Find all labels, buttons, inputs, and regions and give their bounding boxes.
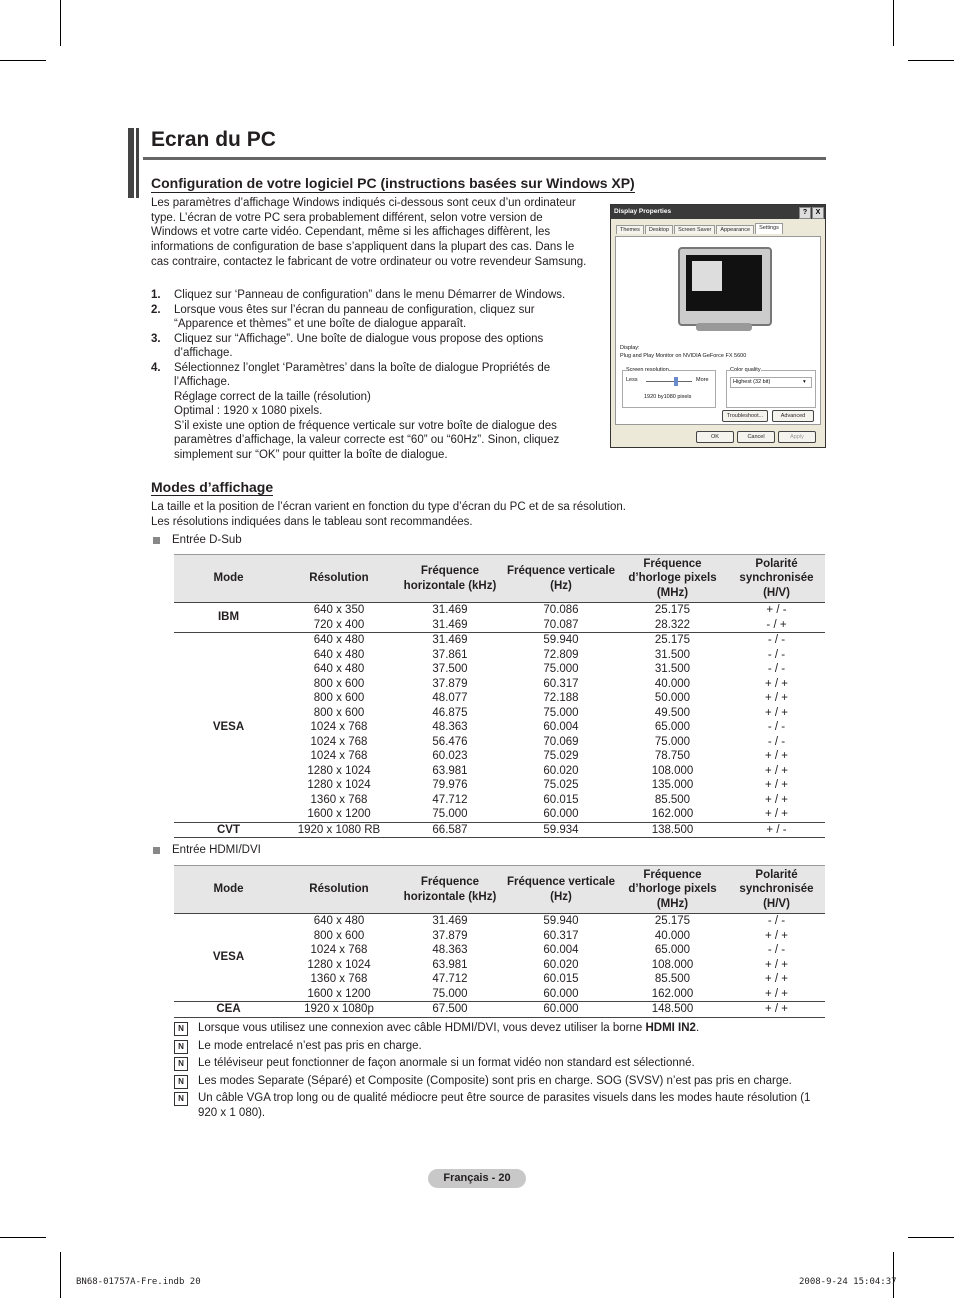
cell-value: 135.000 <box>651 779 694 791</box>
help-icon[interactable]: ? <box>799 207 811 219</box>
dialog-titlebar <box>611 205 825 219</box>
cell-value: 1600 x 1200 <box>307 987 371 1000</box>
step-item <box>151 332 581 361</box>
cell-value: 60.023 <box>432 750 468 762</box>
step-number: 3. <box>151 332 161 345</box>
cell-value: 47.712 <box>432 793 468 806</box>
square-bullet-icon <box>153 847 160 854</box>
column-header: Fréquence d’horloge pixels (MHz) <box>617 866 728 914</box>
cell-value: 40.000 <box>654 929 691 942</box>
table-cell <box>395 914 505 1002</box>
tab-desktop[interactable]: Desktop <box>645 225 673 234</box>
troubleshoot-button[interactable]: Troubleshoot... <box>722 410 768 422</box>
column-header: Polarité synchronisée (H/V) <box>728 866 825 914</box>
cell-value: 72.809 <box>543 648 579 661</box>
entry-label: Entrée D-Sub <box>172 534 242 546</box>
note-text: Le téléviseur peut fonctionner de façon anormale si un format vidéo non standard est sélectionné. <box>198 1057 695 1069</box>
settings-panel <box>615 236 821 425</box>
crop-mark <box>893 1252 894 1298</box>
crop-mark <box>0 1237 46 1238</box>
display-value: Plug and Play Monitor on NVIDIA GeForce FX 5600 <box>620 353 747 359</box>
cell-value: 640 x 480 <box>313 915 365 927</box>
step-number: 1. <box>151 289 161 301</box>
column-header: Polarité synchronisée (H/V) <box>728 555 825 603</box>
step-text: Lorsque vous êtes sur l’écran du panneau de configuration, cliquez sur “Apparence et thèmes” et une boîte de dialogue apparaît. <box>174 303 535 330</box>
cell-value: 31.469 <box>432 604 468 616</box>
cell-value: 75.000 <box>543 706 579 719</box>
cell-value: 79.976 <box>432 779 468 791</box>
entry-dsub <box>153 534 242 546</box>
cell-value: 75.000 <box>432 808 468 820</box>
cell-value: - / - <box>767 915 786 927</box>
tab-appearance[interactable]: Appearance <box>716 225 754 234</box>
note-item <box>174 1039 814 1054</box>
modes-desc-line: La taille et la position de l’écran varient en fonction du type d’écran du PC et de sa résolution. <box>151 501 626 513</box>
page-title: Ecran du PC <box>151 128 276 151</box>
crop-mark <box>0 60 46 61</box>
page-number: Français - 20 <box>428 1169 526 1188</box>
table-cell <box>283 1002 395 1018</box>
cell-value: 75.000 <box>543 663 579 675</box>
note-text-part: Lorsque vous utilisez une connexion avec câble HDMI/DVI, vous devez utiliser la borne <box>198 1022 646 1034</box>
cell-value: 1280 x 1024 <box>307 764 371 777</box>
cell-value: 59.940 <box>543 915 579 927</box>
intro-paragraph: Les paramètres d’affichage Windows indiqués ci-dessous sont ceux d’un ordinateur type. L’écran de votre PC sera probablement différent, selon votre version de Windows et votre carte vidéo. Cependant, même si les affichages diffèrent, les informations de configuration de base s’appliquent dans la plupart des cas. Dans le cas contraire, contactez le fabricant de votre ordinateur ou votre revendeur Samsung. <box>151 197 587 268</box>
cell-value: + / - <box>766 823 787 836</box>
cell-value: 1920 x 1080 RB <box>297 823 381 836</box>
color-quality-value: Highest (32 bit) <box>733 379 771 385</box>
title-rule <box>143 157 826 160</box>
cell-value: + / + <box>764 764 789 777</box>
cell-value: 63.981 <box>432 958 468 971</box>
cell-value: 60.004 <box>543 721 579 733</box>
table-cell <box>395 1002 505 1018</box>
cell-value: 48.077 <box>432 692 468 704</box>
table-cell <box>617 822 728 838</box>
note-icon: N <box>174 1022 188 1036</box>
note-icon: N <box>174 1057 188 1071</box>
print-slug-file: BN68-01757A-Fre.indb 20 <box>76 1277 201 1287</box>
step-extra: Optimal : 1920 x 1080 pixels. <box>174 405 323 417</box>
table-cell <box>395 633 505 823</box>
modes-desc-line: Les résolutions indiquées dans le tableau sont recommandées. <box>151 515 473 528</box>
cell-value: 108.000 <box>651 958 694 971</box>
column-header: Résolution <box>283 555 395 603</box>
cell-value: + / + <box>764 973 789 985</box>
table-cell <box>617 633 728 823</box>
apply-button[interactable]: Apply <box>778 431 816 443</box>
cell-value: 25.175 <box>654 915 691 927</box>
dialog-title: Display Properties <box>614 208 672 215</box>
table-cell <box>395 822 505 838</box>
table-cell <box>617 1002 728 1018</box>
table-cell <box>505 914 617 1002</box>
tab-themes[interactable]: Themes <box>616 225 644 234</box>
dialog-tabs <box>616 225 784 234</box>
resolution-slider-track[interactable] <box>646 381 692 382</box>
step-extra: Réglage correct de la taille (résolution) <box>174 390 371 403</box>
cell-value: + / + <box>764 958 789 971</box>
cell-value: + / + <box>764 793 789 806</box>
cell-value: 138.500 <box>651 823 694 836</box>
cell-value: 1280 x 1024 <box>307 958 371 971</box>
cell-value: 49.500 <box>654 706 691 719</box>
cell-value: 162.000 <box>651 987 694 1000</box>
more-label: More <box>696 377 709 383</box>
cell-value: 800 x 600 <box>313 929 365 942</box>
column-header: Fréquence d’horloge pixels (MHz) <box>617 555 728 603</box>
cell-value: 78.750 <box>654 750 691 762</box>
modes-description <box>151 500 811 529</box>
table-cell <box>728 1002 825 1018</box>
cell-value: 47.712 <box>432 973 468 985</box>
cell-value: + / + <box>764 692 789 704</box>
cell-value: 48.363 <box>432 721 468 733</box>
table-cell <box>283 603 395 633</box>
steps-list <box>151 288 581 462</box>
mode-cell: CEA <box>174 1002 283 1018</box>
notes-list <box>174 1021 814 1123</box>
cell-value: 31.500 <box>654 663 691 675</box>
cell-value: 85.500 <box>654 793 691 806</box>
resolution-value: 1920 by1080 pixels <box>644 394 692 400</box>
cell-value: 75.025 <box>543 779 579 791</box>
cancel-button[interactable]: Cancel <box>737 431 775 443</box>
modes-heading: Modes d’affichage <box>151 479 274 495</box>
close-icon[interactable]: X <box>812 207 824 219</box>
cell-value: 65.000 <box>654 944 691 956</box>
title-accent-bar <box>136 128 139 198</box>
table-cell <box>505 822 617 838</box>
column-header: Mode <box>174 866 283 914</box>
cell-value: 800 x 600 <box>313 706 365 719</box>
print-slug-date: 2008-9-24 15:04:37 <box>799 1277 897 1287</box>
cell-value: - / - <box>767 735 786 748</box>
cell-value: 60.000 <box>543 1003 579 1015</box>
table-header-row <box>174 866 825 914</box>
note-icon: N <box>174 1092 188 1106</box>
cell-value: 66.587 <box>432 823 468 836</box>
table-cell <box>283 822 395 838</box>
cell-value: 40.000 <box>654 677 691 690</box>
entry-label: Entrée HDMI/DVI <box>172 844 261 856</box>
cell-value: + / + <box>764 677 789 690</box>
advanced-button[interactable]: Advanced <box>772 410 814 422</box>
cell-value: 56.476 <box>432 735 468 748</box>
cell-value: 60.020 <box>543 958 579 971</box>
cell-value: 31.469 <box>432 915 468 927</box>
table-row <box>174 1002 825 1018</box>
cell-value: 59.940 <box>543 634 579 646</box>
table-row <box>174 633 825 823</box>
cell-value: - / - <box>767 634 786 646</box>
table-row <box>174 822 825 838</box>
cell-value: 37.861 <box>432 648 468 661</box>
cell-value: 1024 x 768 <box>310 944 368 956</box>
cell-value: 75.000 <box>654 735 691 748</box>
cell-value: 70.086 <box>543 604 579 616</box>
note-text <box>198 1021 699 1036</box>
cell-value: 59.934 <box>543 823 579 836</box>
column-header: Résolution <box>283 866 395 914</box>
cell-value: 25.175 <box>654 634 691 646</box>
cell-value: 1024 x 768 <box>310 750 368 762</box>
chevron-down-icon[interactable]: ▾ <box>803 379 806 385</box>
step-number: 4. <box>151 361 161 374</box>
step-item <box>151 288 581 303</box>
color-quality-label: Color quality <box>730 367 761 373</box>
cell-value: 60.317 <box>543 677 579 690</box>
screen-resolution-label: Screen resolution <box>626 367 669 373</box>
table-cell <box>617 914 728 1002</box>
cell-value: 28.322 <box>654 618 691 631</box>
cell-value: 162.000 <box>651 808 694 820</box>
cell-value: 60.000 <box>543 987 579 1000</box>
crop-mark <box>60 1252 61 1298</box>
cell-value: - / - <box>767 944 786 956</box>
cell-value: 800 x 600 <box>313 677 365 690</box>
cell-value: + / + <box>764 706 789 719</box>
table-cell <box>505 603 617 633</box>
cell-value: 800 x 600 <box>313 692 365 704</box>
step-item <box>151 361 581 463</box>
table-row <box>174 914 825 1002</box>
cell-value: 1360 x 768 <box>310 973 368 985</box>
note-item <box>174 1056 814 1071</box>
cell-value: 70.069 <box>543 735 579 748</box>
note-icon: N <box>174 1040 188 1054</box>
entry-hdmi <box>153 844 261 856</box>
column-header: Mode <box>174 555 283 603</box>
cell-value: 60.317 <box>543 929 579 942</box>
table-cell <box>395 603 505 633</box>
step-text <box>174 361 581 463</box>
table-cell <box>728 633 825 823</box>
column-header: Fréquence horizontale (kHz) <box>395 866 505 914</box>
crop-mark <box>908 60 954 61</box>
mode-cell: VESA <box>174 633 283 823</box>
cell-value: 1024 x 768 <box>310 721 368 733</box>
note-icon: N <box>174 1075 188 1089</box>
note-text: Un câble VGA trop long ou de qualité médiocre peut être source de parasites visuels dans les modes haute résolution (1 920 x 1 080). <box>198 1092 811 1119</box>
color-quality-group <box>726 370 816 408</box>
section-heading: Configuration de votre logiciel PC (instructions basées sur Windows XP) <box>151 175 635 191</box>
cell-value: 1920 x 1080p <box>304 1003 374 1015</box>
note-text-part: . <box>695 1022 700 1034</box>
table-cell <box>728 914 825 1002</box>
monitor-base <box>696 323 752 331</box>
table-header-row <box>174 555 825 603</box>
cell-value: 148.500 <box>651 1003 694 1015</box>
cell-value: 72.188 <box>543 692 579 704</box>
cell-value: 60.015 <box>543 793 579 806</box>
mode-cell: CVT <box>174 822 283 838</box>
mode-cell: IBM <box>174 603 283 633</box>
title-accent-bar <box>128 128 134 198</box>
note-text: Le mode entrelacé n’est pas pris en charge. <box>198 1039 422 1052</box>
step-text-main: Sélectionnez l’onglet ‘Paramètres’ dans la boîte de dialogue Propriétés de l’Affichage. <box>174 361 551 388</box>
cell-value: - / + <box>766 618 787 631</box>
cell-value: 60.000 <box>543 808 579 820</box>
cell-value: 1024 x 768 <box>310 735 368 748</box>
cell-value: 640 x 480 <box>313 663 365 675</box>
table-cell <box>505 633 617 823</box>
screen-resolution-group <box>622 370 716 408</box>
step-extra: S’il existe une option de fréquence verticale sur votre boîte de dialogue des paramètres d’affichage, la valeur correcte est “60” ou “60Hz”. Sinon, cliquez simplement sur “OK” pour quitter la boîte de dialogue. <box>174 419 560 461</box>
cell-value: 37.500 <box>432 663 468 675</box>
cell-value: 75.000 <box>432 987 468 1000</box>
cell-value: 640 x 350 <box>313 604 365 616</box>
cell-value: 31.469 <box>432 618 468 631</box>
cell-value: + / + <box>764 929 789 942</box>
cell-value: 48.363 <box>432 944 468 956</box>
note-text: Les modes Separate (Séparé) et Composite (Composite) sont pris en charge. SOG (SVSV) n’est pas pris en charge. <box>198 1074 792 1087</box>
column-header: Fréquence horizontale (kHz) <box>395 555 505 603</box>
cell-value: 60.020 <box>543 764 579 777</box>
cell-value: + / + <box>764 987 789 1000</box>
cell-value: 50.000 <box>654 692 691 704</box>
cell-value: 65.000 <box>654 721 691 733</box>
color-quality-select[interactable] <box>730 377 812 388</box>
cell-value: 60.004 <box>543 944 579 956</box>
cell-value: 25.175 <box>654 604 691 616</box>
note-item <box>174 1074 814 1089</box>
cell-value: - / - <box>767 721 786 733</box>
column-header: Fréquence verticale (Hz) <box>505 555 617 603</box>
monitor-icon <box>678 247 772 326</box>
note-item <box>174 1021 814 1036</box>
mode-cell: VESA <box>174 914 283 1002</box>
table-cell <box>283 914 395 1002</box>
table-cell <box>283 633 395 823</box>
cell-value: 31.500 <box>654 648 691 661</box>
cell-value: - / - <box>767 663 786 675</box>
table-cell <box>728 603 825 633</box>
cell-value: 85.500 <box>654 973 691 985</box>
cell-value: 1280 x 1024 <box>307 779 371 791</box>
monitor-window-icon <box>692 261 722 291</box>
cell-value: 37.879 <box>432 677 468 690</box>
cell-value: 63.981 <box>432 764 468 777</box>
resolution-slider-handle[interactable] <box>674 377 678 386</box>
cell-value: + / + <box>764 779 789 791</box>
less-label: Less <box>626 377 638 383</box>
cell-value: + / + <box>764 1003 789 1015</box>
step-number: 2. <box>151 303 161 316</box>
step-item <box>151 303 581 332</box>
step-text: Cliquez sur “Affichage”. Une boîte de dialogue vous propose des options d’affichage. <box>174 332 544 359</box>
cell-value: 75.029 <box>543 750 579 762</box>
cell-value: 46.875 <box>432 706 468 719</box>
cell-value: 31.469 <box>432 634 468 646</box>
tab-settings[interactable]: Settings <box>755 223 783 234</box>
cell-value: - / - <box>767 648 786 661</box>
dsub-table <box>174 554 825 838</box>
cell-value: 67.500 <box>432 1003 468 1015</box>
cell-value: 70.087 <box>543 618 579 631</box>
cell-value: 720 x 400 <box>313 618 365 631</box>
cell-value: 640 x 480 <box>313 634 365 646</box>
cell-value: + / - <box>766 604 787 616</box>
table-cell <box>728 822 825 838</box>
cell-value: 1360 x 768 <box>310 793 368 806</box>
display-label: Display: <box>620 345 640 351</box>
crop-mark <box>908 1237 954 1238</box>
table-cell <box>505 1002 617 1018</box>
crop-mark <box>893 0 894 46</box>
note-item <box>174 1091 814 1120</box>
step-text: Cliquez sur ‘Panneau de configuration” dans le menu Démarrer de Windows. <box>174 289 566 301</box>
cell-value: 37.879 <box>432 929 468 942</box>
table-row <box>174 603 825 633</box>
cell-value: 108.000 <box>651 764 694 777</box>
tab-screen-saver[interactable]: Screen Saver <box>674 225 715 234</box>
display-properties-screenshot <box>610 204 826 448</box>
hdmi-table <box>174 865 825 1018</box>
table-cell <box>617 603 728 633</box>
note-text-bold: HDMI IN2 <box>645 1022 696 1034</box>
cell-value: 60.015 <box>543 973 579 985</box>
square-bullet-icon <box>153 537 160 544</box>
crop-mark <box>60 0 61 46</box>
cell-value: + / + <box>764 808 789 820</box>
cell-value: 1600 x 1200 <box>307 808 371 820</box>
cell-value: 640 x 480 <box>313 648 365 661</box>
column-header: Fréquence verticale (Hz) <box>505 866 617 914</box>
cell-value: + / + <box>764 750 789 762</box>
ok-button[interactable]: OK <box>696 431 734 443</box>
